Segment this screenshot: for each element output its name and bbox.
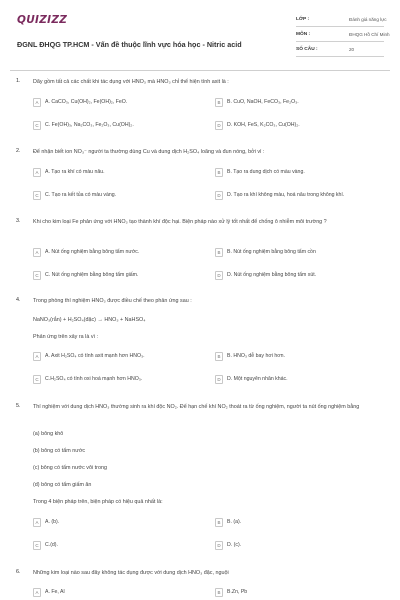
option-b[interactable] xyxy=(215,588,391,599)
option-letter-box: D xyxy=(215,541,223,550)
option-letter-box: B xyxy=(215,588,223,597)
meta-value: Đánh giá năng lực xyxy=(349,17,387,22)
question-3 xyxy=(16,218,384,284)
option-b[interactable] xyxy=(215,352,391,363)
choice-item: (c) bông có tẩm nước vôi trong xyxy=(33,465,107,471)
worksheet-header xyxy=(17,10,390,62)
option-c[interactable] xyxy=(33,191,209,202)
meta-row-subject xyxy=(296,27,390,42)
option-text: D. KOH, FeS, K₂CO₃, Cu(OH)₂. xyxy=(227,122,300,128)
question-number: 4. xyxy=(16,297,21,303)
option-c[interactable] xyxy=(33,375,209,386)
option-letter-box: A xyxy=(33,518,41,527)
option-letter-box: C xyxy=(33,191,41,200)
option-d[interactable] xyxy=(215,541,391,552)
question-text: Thí nghiệm với dung dịch HNO₃ thường sinh ra khí độc NO₂. Để hạn chế khí NO₂ thoát ra từ ống nghiệm, người ta nút ống nghiệm bằng xyxy=(33,404,360,410)
question-number: 2. xyxy=(16,148,21,154)
question-number: 3. xyxy=(16,218,21,224)
meta-key: LỚP : xyxy=(296,17,310,22)
option-a[interactable] xyxy=(33,98,209,109)
question-text: Để nhận biết ion NO₃⁻ người ta thường dùng Cu và dung dịch H₂SO₄ loãng và đun nóng, bởi vì : xyxy=(33,149,265,155)
option-d[interactable] xyxy=(215,375,391,386)
option-text: B. CuO, NaOH, FeCO₃, Fe₂O₃. xyxy=(227,99,299,105)
choice-item: (b) bông có tẩm nước xyxy=(33,448,86,454)
option-letter-box: D xyxy=(215,191,223,200)
meta-table xyxy=(296,12,390,57)
option-a[interactable] xyxy=(33,588,209,599)
option-text: B. Nút ống nghiệm bằng bông tẩm cồn xyxy=(227,249,316,255)
option-text: B. (a). xyxy=(227,519,242,525)
option-letter-box: A xyxy=(33,248,41,257)
option-c[interactable] xyxy=(33,121,209,132)
header-divider xyxy=(10,70,390,71)
question-6 xyxy=(16,569,384,600)
option-text: C. Tạo ra kết tủa có màu vàng. xyxy=(45,192,117,198)
question-number: 6. xyxy=(16,569,21,575)
page-title: ĐGNL ĐHQG TP.HCM - Vấn đề thuộc lĩnh vực hóa học - Nitric acid xyxy=(17,40,242,49)
option-text: D. Nút ống nghiệm bằng bông tẩm xút. xyxy=(227,272,317,278)
option-c[interactable] xyxy=(33,541,209,552)
option-letter-box: C xyxy=(33,541,41,550)
option-text: C.(d). xyxy=(45,542,58,548)
meta-value: ĐHQG Hồ Chí Minh xyxy=(349,32,390,37)
question-text: Những kim loại nào sau đây không tác dụng được với dung dịch HNO₃ đặc, nguội xyxy=(33,570,229,576)
option-letter-box: B xyxy=(215,352,223,361)
meta-key: MÔN : xyxy=(296,32,311,37)
option-text: C. Nút ống nghiệm bằng bông tẩm giấm. xyxy=(45,272,139,278)
option-text: A. Tạo ra khí có màu nâu. xyxy=(45,169,105,175)
question-text: Khi cho kim loại Fe phản ứng với HNO₃ tạo thành khí độc hại. Biện pháp nào xử lý tốt nhất để chống ô nhiễm môi trường ? xyxy=(33,219,327,225)
option-letter-box: B xyxy=(215,168,223,177)
option-letter-box: B xyxy=(215,98,223,107)
option-letter-box: B xyxy=(215,518,223,527)
quizizz-logo: QUIZIZZ xyxy=(17,14,68,26)
option-letter-box: C xyxy=(33,375,41,384)
option-a[interactable] xyxy=(33,518,209,529)
option-b[interactable] xyxy=(215,98,391,109)
option-text: B. Tạo ra dung dịch có màu vàng. xyxy=(227,169,305,175)
option-text: C.H₂SO₄ có tính oxi hoá mạnh hơn HNO₃. xyxy=(45,376,143,382)
choice-item: (d) bông có tẩm giấm ăn xyxy=(33,482,92,488)
option-a[interactable] xyxy=(33,168,209,179)
chemical-equation: NaNO₃(rắn) + H₂SO₄(đặc) → HNO₃ + NaHSO₄ xyxy=(33,317,146,323)
option-text: A. Nút ống nghiệm bằng bông tẩm nước. xyxy=(45,249,140,255)
option-text: D. Một nguyên nhân khác. xyxy=(227,376,288,382)
question-text: Trong phòng thí nghiệm HNO₃ được điều chế theo phản ứng sau : xyxy=(33,298,192,304)
option-b[interactable] xyxy=(215,168,391,179)
meta-key: SỐ CÂU : xyxy=(296,47,318,52)
option-letter-box: D xyxy=(215,271,223,280)
option-letter-box: C xyxy=(33,121,41,130)
option-letter-box: B xyxy=(215,248,223,257)
option-text: A. CaCO₃, Cu(OH)₂, Fe(OH)₂, FeO. xyxy=(45,99,128,105)
option-text: C. Fe(OH)₃, Na₂CO₃, Fe₂O₃, Cu(OH)₂. xyxy=(45,122,134,128)
option-letter-box: A xyxy=(33,352,41,361)
meta-row-class xyxy=(296,12,387,27)
option-letter-box: C xyxy=(33,271,41,280)
choice-item: (a) bông khô xyxy=(33,431,64,437)
option-letter-box: A xyxy=(33,168,41,177)
option-d[interactable] xyxy=(215,271,391,282)
meta-row-count xyxy=(296,42,384,57)
option-text: A. Fe, Al xyxy=(45,589,65,595)
option-letter-box: D xyxy=(215,375,223,384)
question-note: Phản ứng trên xảy ra là vì : xyxy=(33,334,99,340)
option-b[interactable] xyxy=(215,248,391,259)
question-number: 5. xyxy=(16,403,21,409)
option-d[interactable] xyxy=(215,191,391,202)
option-text: D. Tạo ra khí không màu, hoá nâu trong không khí. xyxy=(227,192,345,198)
question-text: Dãy gồm tất cả các chất khi tác dụng với HNO₃ mà HNO₃ chỉ thể hiện tính axit là : xyxy=(33,79,229,85)
option-letter-box: A xyxy=(33,588,41,597)
question-2 xyxy=(16,148,384,206)
option-text: A. Axit H₂SO₄ có tính axit mạnh hơn HNO₃. xyxy=(45,353,145,359)
question-5 xyxy=(16,403,384,555)
option-text: B.Zn, Pb xyxy=(227,589,248,595)
option-text: A. (b). xyxy=(45,519,60,525)
option-a[interactable] xyxy=(33,248,209,259)
option-b[interactable] xyxy=(215,518,391,529)
question-note: Trong 4 biện pháp trên, biện pháp có hiệu quả nhất là: xyxy=(33,499,163,505)
option-text: B. HNO₃ dễ bay hơi hơn. xyxy=(227,353,285,359)
meta-value: 20 xyxy=(349,47,355,52)
question-number: 1. xyxy=(16,78,21,84)
option-c[interactable] xyxy=(33,271,209,282)
option-a[interactable] xyxy=(33,352,209,363)
question-1 xyxy=(16,78,384,136)
question-4 xyxy=(16,297,384,389)
option-letter-box: A xyxy=(33,98,41,107)
option-text: D. (c). xyxy=(227,542,242,548)
option-d[interactable] xyxy=(215,121,391,132)
option-letter-box: D xyxy=(215,121,223,130)
